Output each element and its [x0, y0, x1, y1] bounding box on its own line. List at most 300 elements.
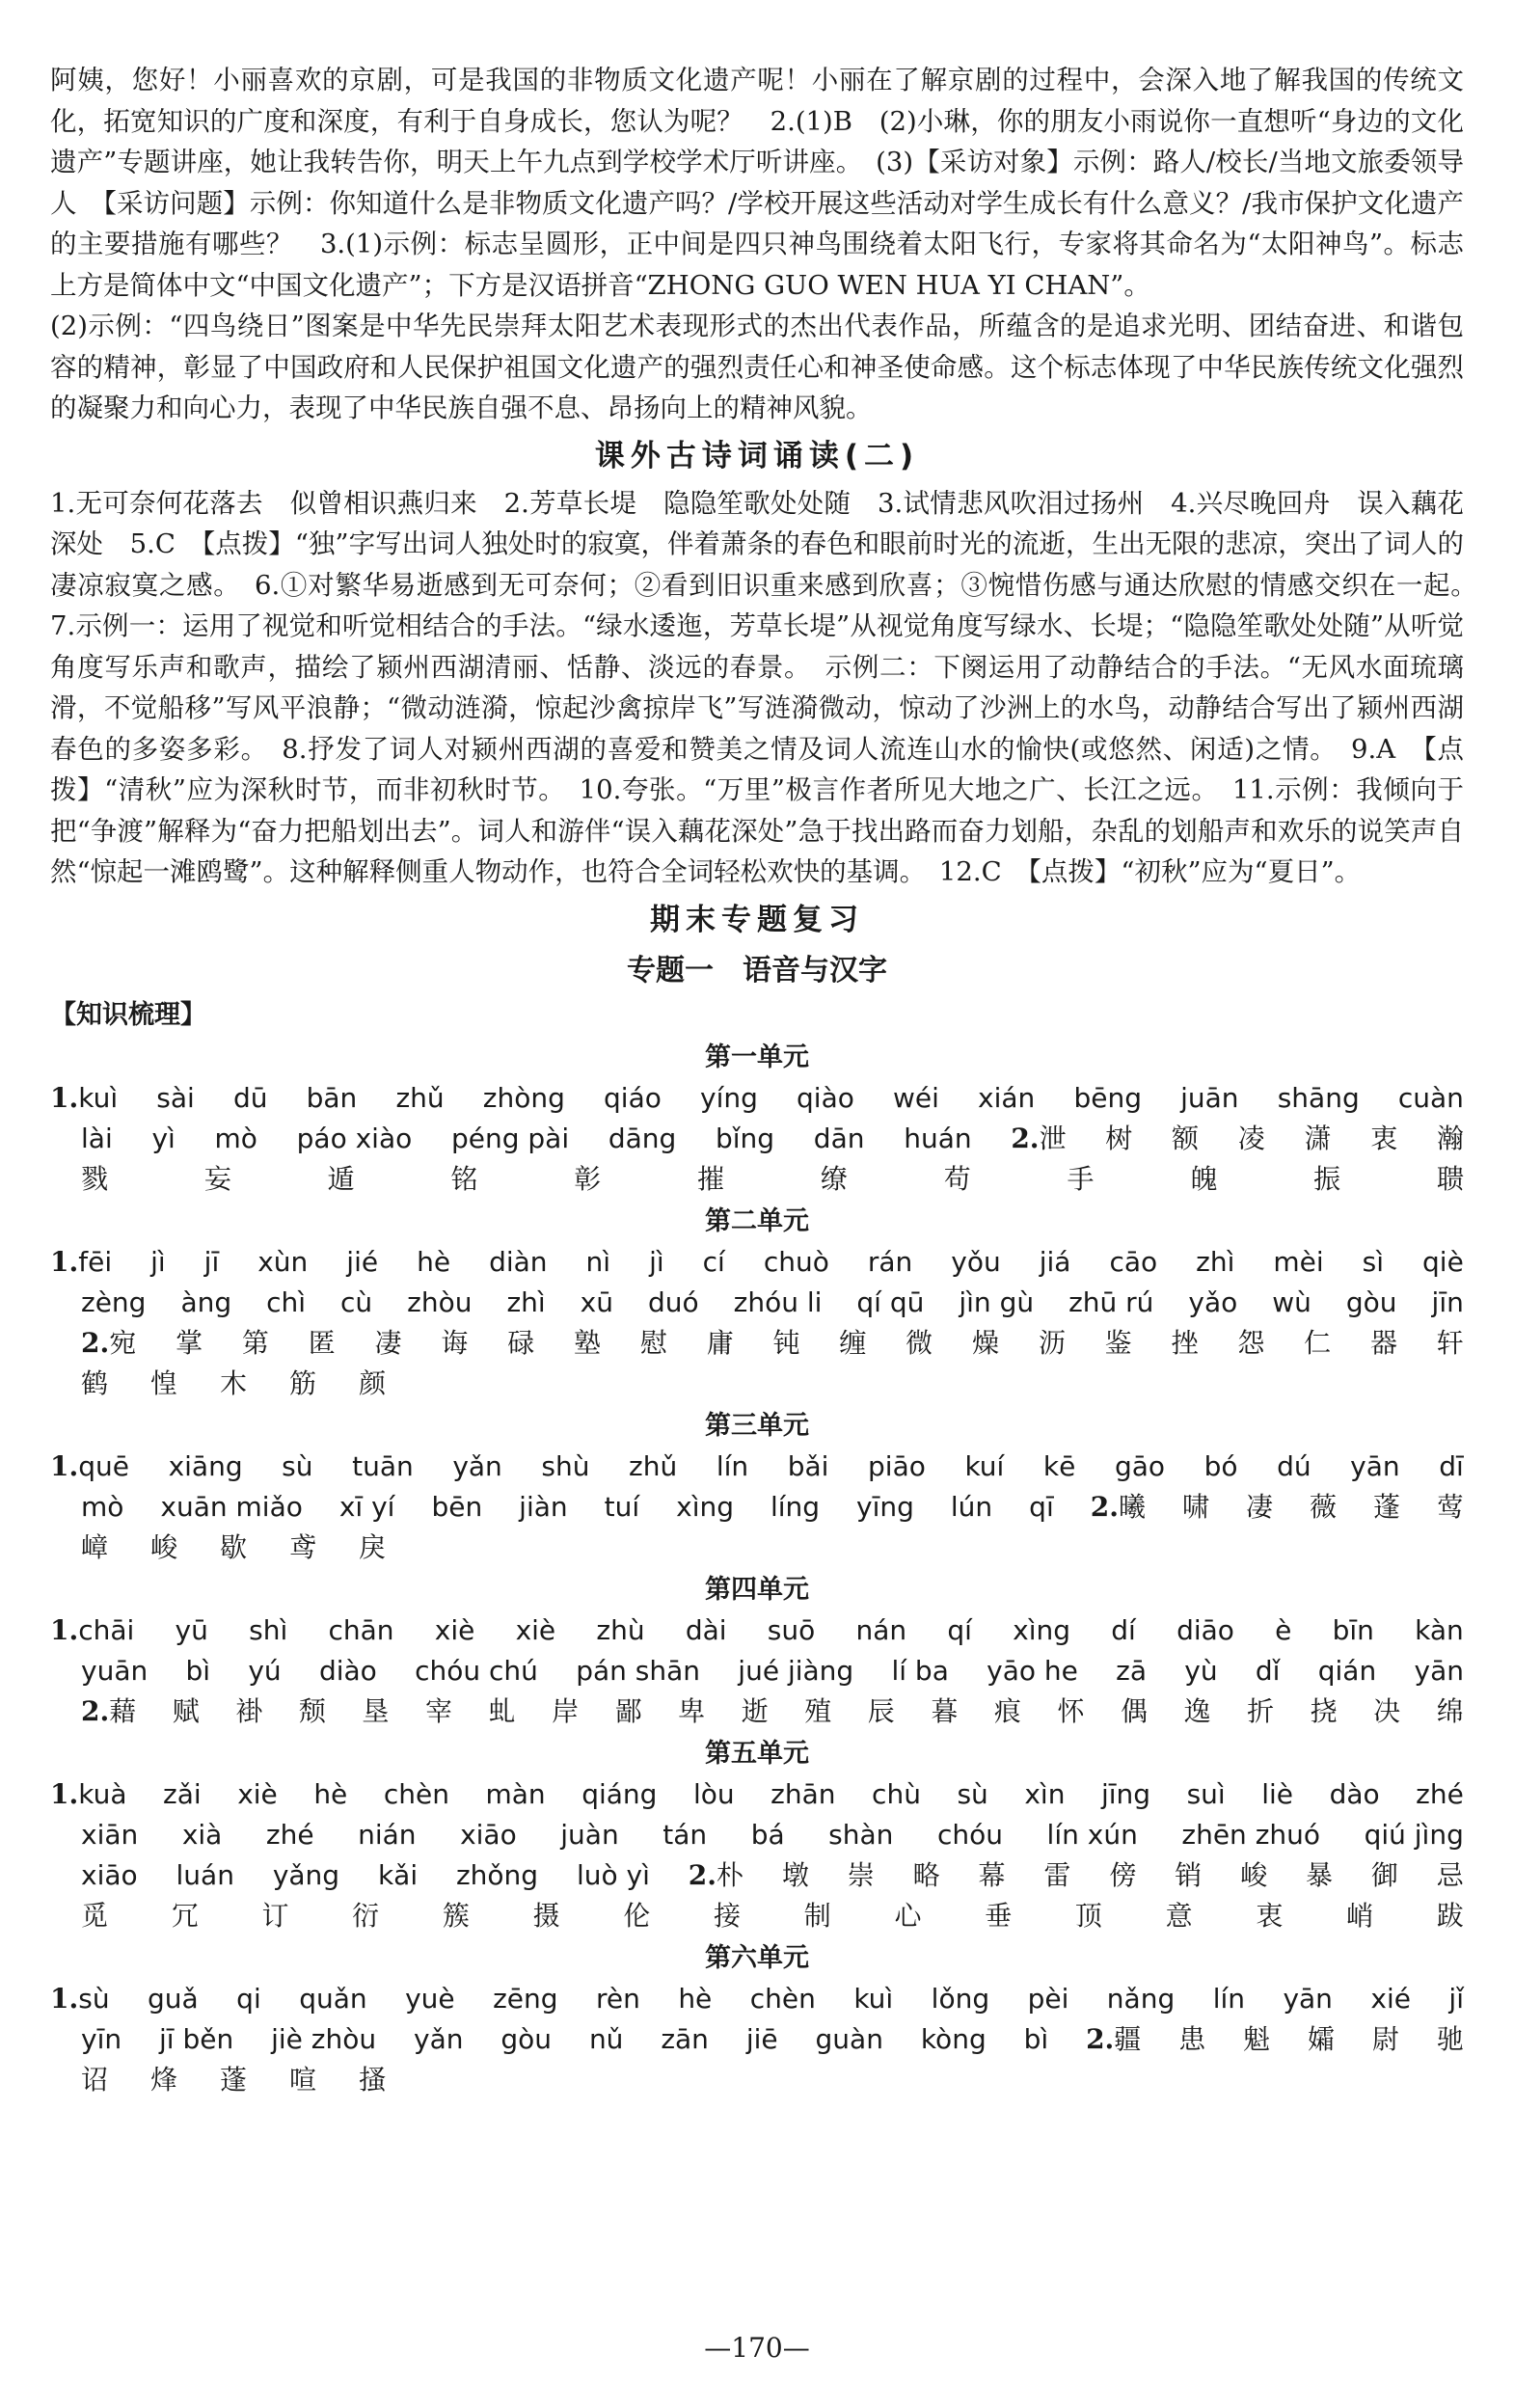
- answer-item: páo xiào: [296, 1122, 413, 1154]
- answer-item: dài: [685, 1613, 727, 1646]
- answer-item: 垂: [985, 1899, 1013, 1932]
- answer-item: zhé: [265, 1818, 314, 1851]
- answer-item: shāng: [1277, 1081, 1360, 1114]
- answer-item: 垦: [362, 1694, 390, 1727]
- answer-item: jīng: [1100, 1777, 1151, 1810]
- answer-item: juàn: [560, 1818, 619, 1851]
- answer-item: 接: [714, 1899, 742, 1932]
- answer-item: 伦: [623, 1899, 651, 1932]
- answer-item: bó: [1203, 1449, 1238, 1482]
- answer-item: jié: [346, 1245, 379, 1278]
- answer-item: lòu: [692, 1777, 735, 1810]
- answer-item: 莺: [1436, 1490, 1464, 1523]
- answer-item: 嶂: [81, 1530, 109, 1563]
- answer-item: 2.宛: [81, 1326, 137, 1359]
- answer-item: yǎo: [1188, 1285, 1238, 1318]
- answer-item: 蓬: [220, 2063, 248, 2096]
- answer-item: lí ba: [891, 1654, 949, 1687]
- answer-item: 烽: [150, 2063, 178, 2096]
- review-subtitle: 专题一 语音与汉字: [627, 953, 887, 988]
- answer-item: jiē: [745, 2022, 778, 2055]
- answer-item: kàn: [1415, 1613, 1464, 1646]
- answer-item: gòu: [500, 2022, 553, 2055]
- answer-item: 微: [906, 1326, 933, 1359]
- answer-item: 庸: [706, 1326, 734, 1359]
- page-number: —170—: [704, 2332, 810, 2364]
- answer-item: jìn gù: [959, 1285, 1035, 1318]
- unit-row: [50, 1896, 1464, 1936]
- answer-item: 暮: [931, 1694, 959, 1727]
- answer-item: diào: [318, 1654, 377, 1687]
- answer-item: qiào: [797, 1081, 854, 1114]
- answer-item: 绵: [1436, 1694, 1464, 1727]
- answer-item: 2.藉: [81, 1694, 137, 1727]
- answer-item: 钝: [772, 1326, 800, 1359]
- answer-item: qī: [1029, 1490, 1054, 1523]
- answer-item: 决: [1373, 1694, 1401, 1727]
- answer-item: bǐng: [716, 1122, 775, 1154]
- answer-item: lǒng: [931, 1982, 990, 2015]
- answer-item: lín: [716, 1449, 749, 1482]
- unit-row: [50, 1610, 1464, 1651]
- answer-item: wéi: [893, 1081, 939, 1114]
- poetry-answers: 1.无可奈何花落去 似曾相识燕归来 2.芳草长堤 隐隐笙歌处处随 3.试情悲风吹泪过扬州 4.兴尽晚回舟 误入藕花深处 5.C 【点拨】“独”字写出词人独处时的寂寞，伴着萧条的春色和眼前时光的流逝，生出无限的悲凉，突出了词人的凄凉寂寞之感。 6.①对繁华易逝感到无可奈何；②看到旧识重来感到欣喜；③惋惜伤感与通达欣慰的情感交织在一起。 7.示例一：运用了视觉和听觉相结合的手法。“绿水逶迤，芳草长堤”从视觉角度写绿水、长堤；“隐隐笙歌处处随”从听觉角度写乐声和歌声，描绘了颍州西湖清丽、恬静、淡远的春景。 示例二：下阕运用了动静结合的手法。“无风水面琉璃滑，不觉船移”写风平浪静；“微动涟漪，惊起沙禽掠岸飞”写涟漪微动，惊动了沙洲上的水鸟，动静结合写出了颍州西湖春色的多姿多彩。 8.抒发了词人对颍州西湖的喜爱和赞美之情及词人流连山水的愉快(或悠然、闲适)之情。 9.A 【点拨】“清秋”应为深秋时节，而非初秋时节。 10.夸张。“万里”极言作者所见大地之广、长江之远。 11.示例：我倾向于把“争渡”解释为“奋力把船划出去”。词人和游伴“误入藕花深处”急于找出路而奋力划船，杂乱的划船声和欢乐的说笑声自然“惊起一滩鸥鹭”。这种解释侧重人物动作，也符合全词轻松欢快的基调。 12.C 【点拨】“初秋”应为“夏日”。: [50, 487, 1491, 887]
- review-section-title: 期末专题复习: [650, 902, 864, 937]
- intro-paragraph: 阿姨，您好！小丽喜欢的京剧，可是我国的非物质文化遗产呢！小丽在了解京剧的过程中，会深入地了解我国的传统文化，拓宽知识的广度和深度，有利于自身成长，您认为呢？ 2.(1)B (2)小琳，你的朋友小雨说你一直想听“身边的文化遗产”专题讲座，她让我转告你，明天上午九点到学校学术厅听讲座。 (3)【采访对象】示例：路人/校长/当地文旅委领导人 【采访问题】示例：你知道什么是非物质文化遗产吗？/学校开展这些活动对学生成长有什么意义？/我市保护文化遗产的主要措施有哪些？ 3.(1)示例：标志呈圆形，正中间是四只神鸟围绕着太阳飞行，专家将其命名为“太阳神鸟”。标志上方是简体中文“中国文化遗产”；下方是汉语拼音“ZHONG GUO WEN HUA YI CHAN”。: [50, 65, 1464, 301]
- answer-item: zǎi: [163, 1777, 202, 1810]
- answer-item: guǎ: [148, 1982, 199, 2015]
- answer-item: zhù: [596, 1613, 645, 1646]
- answer-item: zēng: [493, 1982, 558, 2015]
- answer-item: zhū rú: [1068, 1285, 1154, 1318]
- answer-item: qiáo: [604, 1081, 662, 1114]
- answer-item: àng: [180, 1285, 232, 1318]
- answer-item: piāo: [868, 1449, 926, 1482]
- answer-item: xiè: [515, 1613, 556, 1646]
- answer-item: jì: [649, 1245, 664, 1278]
- answer-item: duó: [647, 1285, 699, 1318]
- answer-item: 患: [1178, 2022, 1206, 2055]
- answer-item: 心: [894, 1899, 922, 1932]
- answer-item: yāo he: [987, 1654, 1078, 1687]
- answer-item: chèn: [749, 1982, 816, 2015]
- answer-item: 鉴: [1104, 1326, 1132, 1359]
- answer-item: kuí: [964, 1449, 1005, 1482]
- answer-item: 诏: [81, 2063, 109, 2096]
- answer-item: 铭: [450, 1162, 478, 1195]
- answer-item: 觅: [81, 1899, 109, 1932]
- answer-item: 摧: [697, 1162, 725, 1195]
- unit-row: [50, 1774, 1464, 1815]
- answer-item: nǔ: [588, 2022, 624, 2055]
- answer-item: 惶: [150, 1366, 178, 1399]
- answer-item: huán: [904, 1122, 972, 1154]
- answer-item: 尉: [1371, 2022, 1399, 2055]
- answer-item: 筋: [289, 1366, 317, 1399]
- answer-item: 制: [803, 1899, 831, 1932]
- answer-item: 衷: [1256, 1899, 1284, 1932]
- answer-item: 孀: [1308, 2022, 1336, 2055]
- answer-item: cāo: [1109, 1245, 1158, 1278]
- answer-item: 颜: [359, 1366, 387, 1399]
- answer-item: 卑: [678, 1694, 706, 1727]
- poetry-section-title: 课外古诗词诵读(二): [594, 438, 920, 473]
- answer-item: xū: [580, 1285, 613, 1318]
- unit-row: [50, 1119, 1464, 1159]
- answer-item: 折: [1247, 1694, 1275, 1727]
- answer-item: 歇: [220, 1530, 248, 1563]
- answer-item: bān: [306, 1081, 358, 1114]
- answer-item: nián: [358, 1818, 417, 1851]
- unit-row: [50, 2019, 1464, 2060]
- answer-item: mò: [214, 1122, 257, 1154]
- answer-item: dú: [1277, 1449, 1311, 1482]
- unit-row: [50, 1651, 1464, 1691]
- answer-item: nì: [585, 1245, 611, 1278]
- answer-item: chèn: [383, 1777, 449, 1810]
- unit-row: [50, 1364, 1464, 1404]
- answer-item: xiè: [434, 1613, 475, 1646]
- answer-item: jǐ: [1448, 1982, 1464, 2015]
- answer-item: chóu: [936, 1818, 1003, 1851]
- answer-item: màn: [485, 1777, 546, 1810]
- answer-item: 戮: [81, 1162, 109, 1195]
- answer-item: suō: [767, 1613, 816, 1646]
- unit-row: [50, 1855, 1464, 1896]
- answer-item: yū: [175, 1613, 208, 1646]
- answer-item: 轩: [1436, 1326, 1464, 1359]
- answer-item: hè: [313, 1777, 348, 1810]
- answer-item: 订: [261, 1899, 289, 1932]
- answer-item: jī běn: [159, 2022, 234, 2055]
- unit-row: [50, 2060, 1464, 2100]
- answer-item: 虬: [488, 1694, 516, 1727]
- unit-row: [50, 1323, 1464, 1364]
- answer-item: bì: [1023, 2022, 1049, 2055]
- answer-item: 诲: [441, 1326, 469, 1359]
- answer-item: 逸: [1183, 1694, 1211, 1727]
- answer-item: 掌: [176, 1326, 203, 1359]
- answer-item: 岸: [552, 1694, 580, 1727]
- answer-item: yǒu: [951, 1245, 1001, 1278]
- answer-item: yān: [1283, 1982, 1333, 2015]
- answer-item: 燥: [972, 1326, 1000, 1359]
- answer-item: bēn: [431, 1490, 483, 1523]
- answer-item: zhòng: [482, 1081, 565, 1114]
- answer-item: zhì: [1196, 1245, 1235, 1278]
- answer-page: [50, 60, 1491, 2100]
- answer-item: 碌: [507, 1326, 535, 1359]
- answer-item: cuàn: [1397, 1081, 1464, 1114]
- answer-item: qiè: [1422, 1245, 1464, 1278]
- answer-item: 冗: [171, 1899, 199, 1932]
- unit-row: [50, 1078, 1464, 1119]
- answer-item: xié: [1370, 1982, 1411, 2015]
- answer-item: diàn: [489, 1245, 548, 1278]
- answer-item: zhì: [506, 1285, 546, 1318]
- answer-item: 鸢: [289, 1530, 317, 1563]
- answer-item: luò yì: [576, 1858, 650, 1891]
- answer-item: shù: [541, 1449, 590, 1482]
- answer-item: zhǒng: [455, 1858, 539, 1891]
- answer-item: yíng: [700, 1081, 758, 1114]
- answer-item: xī yí: [338, 1490, 395, 1523]
- answer-item: cí: [702, 1245, 725, 1278]
- answer-item: dān: [813, 1122, 865, 1154]
- unit-row: [50, 1283, 1464, 1323]
- answer-item: 搔: [359, 2063, 387, 2096]
- answer-item: qiú jìng: [1364, 1818, 1464, 1851]
- answer-item: yīn: [81, 2022, 122, 2055]
- intro-paragraph-2: (2)示例：“四鸟绕日”图案是中华先民崇拜太阳艺术表现形式的杰出代表作品，所蕴含的是追求光明、团结奋进、和谐包容的精神，彰显了中国政府和人民保护祖国文化遗产的强烈责任心和神圣使命感。这个标志体现了中华民族传统文化强烈的凝聚力和向心力，表现了中华民族自强不息、昂扬向上的精神风貌。: [50, 311, 1464, 423]
- answer-item: hè: [678, 1982, 713, 2015]
- answer-item: 魄: [1190, 1162, 1218, 1195]
- answer-item: 墩: [781, 1858, 809, 1891]
- answer-item: 遁: [327, 1162, 355, 1195]
- answer-item: 怀: [1057, 1694, 1085, 1727]
- answer-item: 潇: [1304, 1122, 1332, 1154]
- answer-item: zèng: [81, 1285, 147, 1318]
- answer-item: yuān: [81, 1654, 149, 1687]
- answer-item: bá: [750, 1818, 785, 1851]
- answer-item: líng: [770, 1490, 821, 1523]
- answer-item: xiāng: [168, 1449, 243, 1482]
- answer-item: yǎn: [452, 1449, 502, 1482]
- answer-item: 第: [241, 1326, 269, 1359]
- answer-item: 怨: [1237, 1326, 1265, 1359]
- answer-item: shàn: [828, 1818, 894, 1851]
- answer-item: 树: [1105, 1122, 1133, 1154]
- answer-item: 峻: [150, 1530, 178, 1563]
- answer-item: jì: [150, 1245, 166, 1278]
- answer-item: xián: [978, 1081, 1036, 1114]
- answer-item: 1.chāi: [50, 1613, 135, 1646]
- answer-item: 衍: [352, 1899, 380, 1932]
- answer-item: yuè: [405, 1982, 455, 2015]
- answer-item: 啸: [1181, 1490, 1209, 1523]
- answer-item: xiāo: [460, 1818, 517, 1851]
- unit-title: 第六单元: [705, 1942, 809, 1973]
- answer-item: dào: [1329, 1777, 1380, 1810]
- answer-item: bēng: [1073, 1081, 1142, 1114]
- answer-item: mèi: [1273, 1245, 1324, 1278]
- answer-item: jiá: [1039, 1245, 1071, 1278]
- answer-item: suì: [1186, 1777, 1226, 1810]
- answer-item: yú: [248, 1654, 282, 1687]
- answer-item: kē: [1042, 1449, 1076, 1482]
- answer-item: 慰: [639, 1326, 667, 1359]
- answer-item: 振: [1313, 1162, 1341, 1195]
- unit-row: [50, 1979, 1464, 2019]
- answer-item: pán shān: [576, 1654, 701, 1687]
- answer-item: luán: [176, 1858, 234, 1891]
- answer-item: shì: [249, 1613, 288, 1646]
- answer-item: jiàn: [519, 1490, 568, 1523]
- answer-item: 1.sù: [50, 1982, 110, 2015]
- answer-item: 木: [220, 1366, 248, 1399]
- answer-item: 忌: [1436, 1858, 1464, 1891]
- unit-row: [50, 1528, 1464, 1568]
- answer-item: zhān: [771, 1777, 836, 1810]
- answer-item: qí: [947, 1613, 972, 1646]
- answer-item: 逝: [741, 1694, 769, 1727]
- answer-item: pèi: [1027, 1982, 1069, 2015]
- unit-row: [50, 1487, 1464, 1528]
- answer-item: chān: [328, 1613, 394, 1646]
- units-container: [50, 1040, 1464, 2100]
- answer-item: liè: [1261, 1777, 1294, 1810]
- answer-item: 殖: [804, 1694, 832, 1727]
- answer-item: sài: [156, 1081, 195, 1114]
- unit-row: [50, 1159, 1464, 1200]
- answer-item: bì: [185, 1654, 211, 1687]
- answer-item: 傍: [1109, 1858, 1137, 1891]
- answer-item: 1.kuì: [50, 1081, 119, 1114]
- answer-item: kòng: [920, 2022, 987, 2055]
- answer-item: zhǔ: [629, 1449, 678, 1482]
- answer-item: 凌: [1237, 1122, 1265, 1154]
- answer-item: 意: [1165, 1899, 1193, 1932]
- answer-item: 器: [1369, 1326, 1397, 1359]
- answer-item: 挠: [1310, 1694, 1338, 1727]
- answer-item: sù: [957, 1777, 988, 1810]
- knowledge-tag: 【知识梳理】: [50, 999, 206, 1030]
- answer-item: 2.曦: [1090, 1490, 1146, 1523]
- answer-item: guàn: [815, 2022, 883, 2055]
- answer-item: mò: [81, 1490, 124, 1523]
- answer-item: yǎn: [414, 2022, 464, 2055]
- answer-item: 宰: [424, 1694, 452, 1727]
- answer-item: yān: [1414, 1654, 1464, 1687]
- answer-item: kǎi: [377, 1858, 419, 1891]
- answer-item: qí qū: [856, 1285, 925, 1318]
- unit-title: 第一单元: [705, 1042, 809, 1072]
- answer-item: 瀚: [1436, 1122, 1464, 1154]
- answer-item: zhòu: [407, 1285, 473, 1318]
- answer-item: xiāo: [81, 1858, 138, 1891]
- answer-item: 凄: [1245, 1490, 1273, 1523]
- answer-item: rèn: [595, 1982, 640, 2015]
- unit-row: [50, 1815, 1464, 1855]
- answer-item: 2.泄: [1011, 1122, 1067, 1154]
- answer-item: 2.朴: [688, 1858, 743, 1891]
- answer-item: 1.kuà: [50, 1777, 127, 1810]
- answer-item: zā: [1116, 1654, 1148, 1687]
- answer-item: 簇: [442, 1899, 470, 1932]
- answer-item: xiān: [81, 1818, 139, 1851]
- answer-item: lín xún: [1046, 1818, 1138, 1851]
- answer-item: tuān: [352, 1449, 414, 1482]
- answer-item: 幕: [978, 1858, 1006, 1891]
- answer-item: 额: [1172, 1122, 1200, 1154]
- answer-item: qiáng: [581, 1777, 658, 1810]
- answer-item: lún: [950, 1490, 993, 1523]
- answer-item: lín: [1212, 1982, 1245, 2015]
- answer-item: 蓬: [1372, 1490, 1400, 1523]
- answer-item: 颓: [298, 1694, 326, 1727]
- answer-item: 驰: [1436, 2022, 1464, 2055]
- answer-item: chì: [266, 1285, 307, 1318]
- answer-item: qi: [236, 1982, 261, 2015]
- answer-item: yì: [151, 1122, 176, 1154]
- answer-item: 衷: [1370, 1122, 1398, 1154]
- answer-item: xìn: [1024, 1777, 1066, 1810]
- answer-item: 缭: [820, 1162, 848, 1195]
- answer-item: tán: [662, 1818, 708, 1851]
- answer-item: yǎng: [272, 1858, 340, 1891]
- answer-item: nǎng: [1106, 1982, 1176, 2015]
- answer-item: 塾: [574, 1326, 602, 1359]
- answer-item: 辰: [867, 1694, 895, 1727]
- answer-item: lài: [81, 1122, 113, 1154]
- answer-item: zān: [661, 2022, 709, 2055]
- answer-item: 手: [1067, 1162, 1095, 1195]
- answer-item: 仁: [1304, 1326, 1332, 1359]
- answer-item: 薇: [1309, 1490, 1337, 1523]
- answer-item: jīn: [1431, 1285, 1464, 1318]
- answer-item: jué jiàng: [738, 1654, 854, 1687]
- answer-item: dāng: [608, 1122, 677, 1154]
- answer-item: xià: [181, 1818, 223, 1851]
- answer-item: sì: [1362, 1245, 1385, 1278]
- answer-item: 1.fēi: [50, 1245, 113, 1278]
- answer-item: qián: [1317, 1654, 1377, 1687]
- answer-item: péng pài: [450, 1122, 570, 1154]
- answer-item: bīn: [1332, 1613, 1374, 1646]
- answer-item: 赋: [172, 1694, 200, 1727]
- answer-item: tuí: [604, 1490, 640, 1523]
- unit-title: 第三单元: [705, 1410, 809, 1441]
- answer-item: 峻: [1240, 1858, 1268, 1891]
- answer-item: 峭: [1346, 1899, 1374, 1932]
- answer-item: 魁: [1243, 2022, 1271, 2055]
- answer-item: zhǔ: [395, 1081, 445, 1114]
- answer-item: 鹤: [81, 1366, 109, 1399]
- answer-item: chù: [872, 1777, 921, 1810]
- answer-item: 苟: [943, 1162, 971, 1195]
- answer-item: dǐ: [1255, 1654, 1281, 1687]
- answer-item: 挫: [1171, 1326, 1199, 1359]
- answer-item: yù: [1184, 1654, 1218, 1687]
- answer-item: kuì: [853, 1982, 894, 2015]
- answer-item: 喧: [289, 2063, 317, 2096]
- answer-item: xùn: [257, 1245, 309, 1278]
- answer-item: yīng: [856, 1490, 914, 1523]
- unit-row: [50, 1242, 1464, 1283]
- answer-item: chuò: [763, 1245, 829, 1278]
- answer-item: zhé: [1416, 1777, 1464, 1810]
- answer-item: 偶: [1120, 1694, 1148, 1727]
- answer-item: 凄: [374, 1326, 402, 1359]
- answer-item: dū: [232, 1081, 268, 1114]
- answer-item: bǎi: [787, 1449, 829, 1482]
- answer-item: wù: [1272, 1285, 1311, 1318]
- unit-title: 第二单元: [705, 1205, 809, 1236]
- answer-item: diāo: [1176, 1613, 1234, 1646]
- answer-item: 痕: [993, 1694, 1021, 1727]
- answer-item: xiè: [237, 1777, 278, 1810]
- answer-item: xìng: [676, 1490, 734, 1523]
- answer-item: jiè zhòu: [271, 2022, 377, 2055]
- answer-item: 妄: [203, 1162, 231, 1195]
- answer-item: zhēn zhuó: [1181, 1818, 1321, 1851]
- answer-item: 鄙: [614, 1694, 642, 1727]
- unit-row: [50, 1447, 1464, 1487]
- answer-item: 销: [1175, 1858, 1203, 1891]
- answer-item: gāo: [1114, 1449, 1165, 1482]
- answer-item: zhóu li: [733, 1285, 823, 1318]
- answer-item: 御: [1370, 1858, 1398, 1891]
